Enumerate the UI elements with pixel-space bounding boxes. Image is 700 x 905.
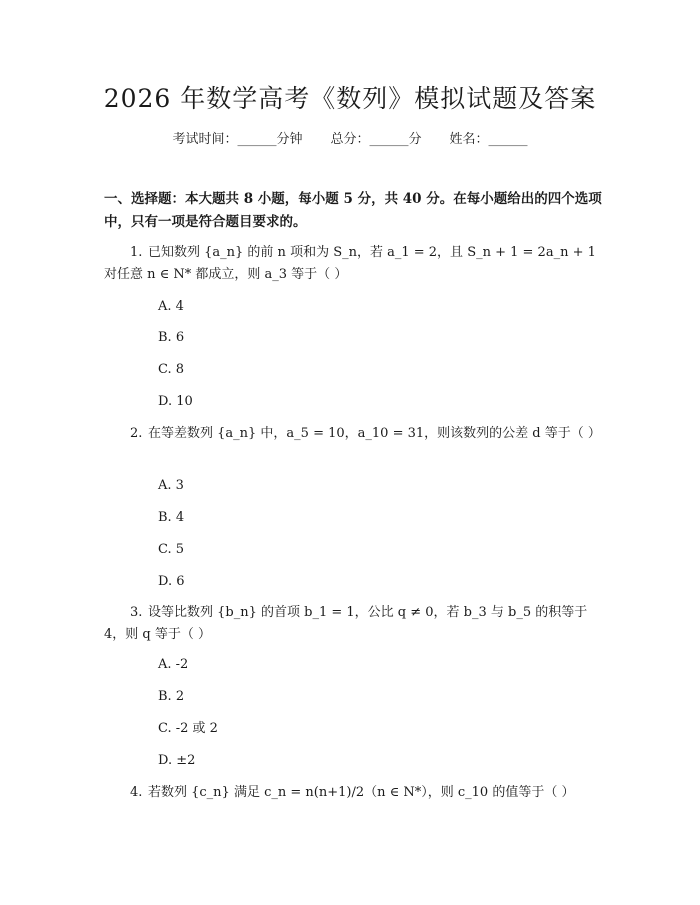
- page-title: 2026 年数学高考《数列》模拟试题及答案: [103, 84, 597, 113]
- question-3: [104, 602, 604, 646]
- student-name-field: 姓名：______: [449, 132, 528, 147]
- question-text: 已知数列 {a_n} 的前 n 项和为 S_n，若 a_1 = 2，且 S_n + 1 = 2a_n + 1 对任意 n ∈ N* 都成立，则 a_3 等于（ ）: [104, 245, 596, 282]
- exam-info-line: [0, 130, 700, 150]
- question-2-option-d: D. 6: [158, 574, 185, 589]
- question-1-option-c: C. 8: [158, 362, 185, 377]
- question-3-option-a: A. -2: [158, 657, 189, 672]
- question-1-option-b: B. 6: [158, 330, 185, 345]
- question-text: 在等差数列 {a_n} 中，a_5 = 10，a_10 = 31，则该数列的公差 d 等于（ ）: [148, 426, 601, 441]
- question-2-option-b: B. 4: [158, 510, 185, 525]
- section-heading: 一、选择题：本大题共 8 小题，每小题 5 分，共 40 分。在每小题给出的四个选项中，只有一项是符合题目要求的。: [104, 191, 602, 230]
- question-1-option-d: D. 10: [158, 394, 193, 409]
- question-1: [104, 242, 604, 286]
- question-text: 设等比数列 {b_n} 的首项 b_1 = 1，公比 q ≠ 0，若 b_3 与 b_5 的积等于 4，则 q 等于（ ）: [104, 605, 588, 642]
- question-number: 2.: [130, 426, 143, 441]
- question-text: 若数列 {c_n} 满足 c_n = n(n+1)/2（n ∈ N*），则 c_10 的值等于（ ）: [148, 785, 575, 800]
- question-2: [104, 423, 604, 445]
- question-2-option-a: A. 3: [158, 478, 184, 493]
- question-number: 1.: [130, 245, 143, 260]
- question-number: 4.: [130, 785, 143, 800]
- question-3-option-d: D. ±2: [158, 753, 196, 768]
- question-2-option-c: C. 5: [158, 542, 185, 557]
- question-number: 3.: [130, 605, 143, 620]
- question-1-option-a: A. 4: [158, 299, 184, 314]
- question-3-option-b: B. 2: [158, 689, 185, 704]
- question-3-option-c: C. -2 或 2: [158, 721, 218, 736]
- total-score-field: 总分：______分: [330, 132, 422, 147]
- exam-time-field: 考试时间：______分钟: [172, 132, 303, 147]
- question-4: [104, 782, 604, 804]
